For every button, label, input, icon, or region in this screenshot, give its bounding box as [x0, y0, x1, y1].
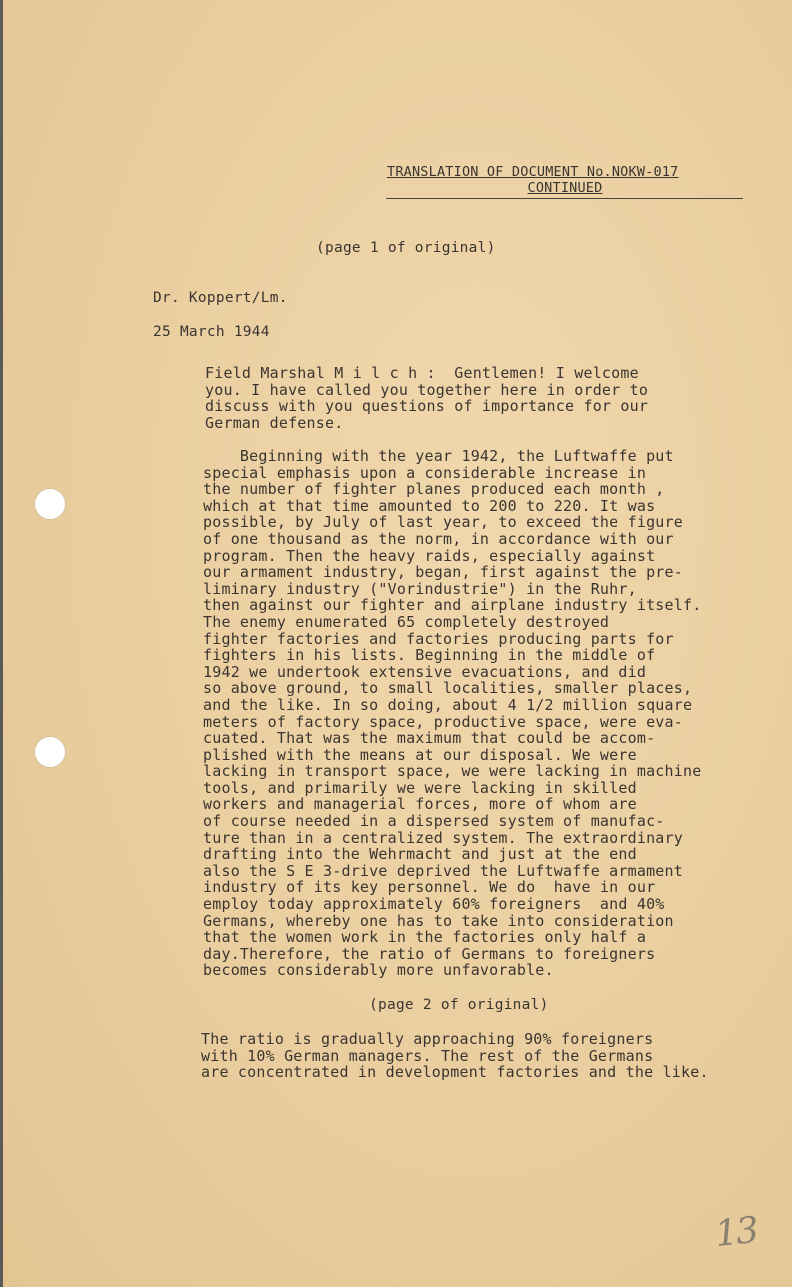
paragraph1-line: you. I have called you together here in order to	[205, 380, 649, 399]
paragraph2-line: special emphasis upon a considerable increase in	[203, 463, 647, 482]
paragraph2-line: lacking in transport space, we were lacking in machine	[203, 762, 702, 781]
paragraph2-line: tools, and primarily we were lacking in skilled	[203, 778, 637, 797]
paragraph2-line: and the like. In so doing, about 4 1/2 million square	[203, 695, 693, 714]
handwritten-page-number: 13	[712, 1209, 759, 1256]
paragraph2-line: that the women work in the factories only half a	[203, 928, 647, 947]
paragraph2-line: becomes considerably more unfavorable.	[203, 961, 554, 980]
paragraph2-line: liminary industry ("Vorindustrie") in the Ruhr,	[203, 579, 637, 598]
header-title: TRANSLATION OF DOCUMENT No.NOKW-017	[387, 164, 679, 180]
page-1-marker: (page 1 of original)	[316, 240, 496, 256]
paragraph2-line: Germans, whereby one has to take into consideration	[203, 911, 674, 930]
paragraph2-line: drafting into the Wehrmacht and just at the end	[203, 845, 637, 864]
paragraph-1	[205, 365, 648, 431]
paragraph2-line: the number of fighter planes produced each month ,	[203, 480, 665, 499]
paragraph2-line: plished with the means at our disposal. We were	[203, 745, 637, 764]
paragraph1-line: German defense.	[205, 413, 344, 432]
paragraph2-line: of course needed in a dispersed system of manufac-	[203, 812, 665, 831]
paragraph2-line: 1942 we undertook extensive evacuations, and did	[203, 662, 647, 681]
page-2-marker: (page 2 of original)	[369, 997, 549, 1013]
paragraph2-line: fighter factories and factories producing parts for	[203, 629, 674, 648]
paragraph2-line: also the S E 3-drive deprived the Luftwaffe armament	[203, 861, 683, 880]
paragraph2-line: workers and managerial forces, more of whom are	[203, 795, 637, 814]
paragraph2-line: so above ground, to small localities, smaller places,	[203, 679, 693, 698]
paragraph3-line: are concentrated in development factories and the like.	[201, 1063, 709, 1082]
paragraph2-line: of one thousand as the norm, in accordance with our	[203, 529, 674, 548]
header-rule	[386, 198, 743, 199]
paragraph2-line: which at that time amounted to 200 to 220. It was	[203, 496, 656, 515]
paragraph2-line: The enemy enumerated 65 completely destroyed	[203, 612, 610, 631]
paragraph2-line: fighters in his lists. Beginning in the middle of	[203, 646, 656, 665]
paragraph2-line: our armament industry, began, first against the pre-	[203, 563, 683, 582]
punch-hole-top	[35, 489, 65, 519]
paragraph1-line: Field Marshal M i l c h : Gentlemen! I welcome	[205, 364, 639, 382]
paragraph3-line: with 10% German managers. The rest of the Germans	[201, 1046, 654, 1065]
date-line: 25 March 1944	[153, 324, 270, 340]
paragraph2-line: Beginning with the year 1942, the Luftwaffe put	[203, 447, 674, 465]
paragraph2-line: possible, by July of last year, to exceed the figure	[203, 513, 683, 532]
paragraph3-line: The ratio is gradually approaching 90% foreigners	[201, 1030, 654, 1048]
document-header	[387, 164, 743, 196]
author-line: Dr. Koppert/Lm.	[153, 290, 288, 306]
paragraph2-line: cuated. That was the maximum that could be accom-	[203, 729, 656, 748]
paragraph2-line: employ today approximately 60% foreigners and 40%	[203, 895, 665, 914]
paragraph1-line: discuss with you questions of importance for our	[205, 397, 649, 416]
paragraph2-line: day.Therefore, the ratio of Germans to foreigners	[203, 944, 656, 963]
paragraph-2	[203, 448, 701, 979]
paragraph2-line: meters of factory space, productive space, were eva-	[203, 712, 683, 731]
paragraph2-line: then against our fighter and airplane industry itself.	[203, 596, 702, 615]
paragraph-3	[201, 1031, 709, 1081]
punch-hole-bottom	[35, 737, 65, 767]
paragraph2-line: ture than in a centralized system. The extraordinary	[203, 828, 683, 847]
paragraph2-line: program. Then the heavy raids, especially against	[203, 546, 656, 565]
document-page	[3, 0, 792, 1287]
header-continued: CONTINUED	[527, 180, 603, 196]
paragraph2-line: industry of its key personnel. We do have in our	[203, 878, 656, 897]
